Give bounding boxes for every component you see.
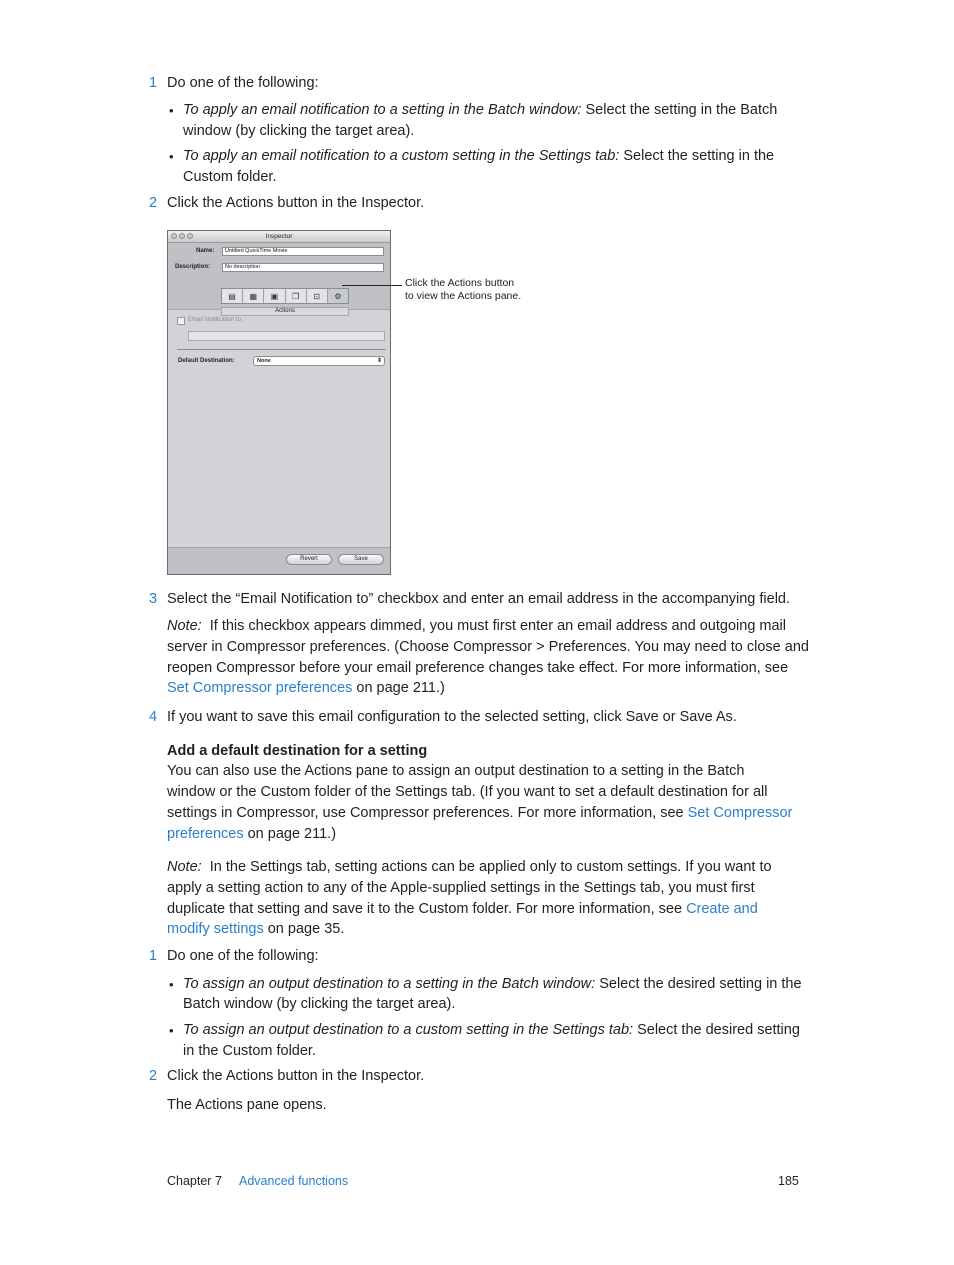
step-number: 1 bbox=[149, 75, 158, 91]
callout-line-2: to view the Actions pane. bbox=[405, 290, 522, 302]
set-compressor-link-part2[interactable]: preferences bbox=[167, 826, 244, 842]
note-label: Note: bbox=[167, 859, 202, 875]
filters-tab-icon[interactable]: ❐ bbox=[286, 289, 307, 303]
step-number: 2 bbox=[149, 1068, 158, 1084]
bullet-text bbox=[183, 1020, 800, 1041]
body-line bbox=[167, 803, 792, 824]
body-line: window or the Custom folder of the Settings tab. (If you want to set a default destination for all bbox=[167, 784, 768, 800]
note-line bbox=[167, 899, 758, 920]
bullet-rest: Select the setting in the Batch bbox=[581, 102, 778, 118]
note-line: apply a setting action to any of the Apple-supplied settings in the Settings tab, you must first bbox=[167, 880, 755, 896]
step-text: Do one of the following: bbox=[167, 75, 319, 91]
tab-label: Actions bbox=[221, 307, 349, 316]
dropdown-value: None bbox=[257, 358, 271, 364]
note-line: In the Settings tab, setting actions can be applied only to custom settings. If you want to bbox=[209, 859, 772, 875]
note-line bbox=[167, 678, 445, 699]
inspector-footer bbox=[168, 547, 390, 574]
bullet-lead: To assign an output destination to a setting in the Batch window: bbox=[183, 976, 596, 992]
set-compressor-link-part1[interactable]: Set Compressor bbox=[687, 805, 793, 821]
bullet-lead: To apply an email notification to a custom setting in the Settings tab: bbox=[183, 148, 620, 164]
step-text: Click the Actions button in the Inspector. bbox=[167, 195, 425, 211]
step-number: 4 bbox=[149, 709, 158, 725]
step-number: 1 bbox=[149, 948, 158, 964]
set-compressor-preferences-link[interactable]: Set Compressor preferences bbox=[167, 680, 353, 696]
bullet-rest: Select the desired setting bbox=[633, 1022, 800, 1038]
save-button[interactable]: Save bbox=[338, 554, 384, 565]
bullet-text bbox=[183, 146, 774, 167]
step-number: 3 bbox=[149, 591, 158, 607]
create-modify-link-part2[interactable]: modify settings bbox=[167, 921, 264, 937]
actions-tab-icon[interactable]: ⚙ bbox=[328, 289, 348, 303]
description-field[interactable]: No description bbox=[222, 263, 384, 272]
bullet-lead: To assign an output destination to a custom setting in the Settings tab: bbox=[183, 1022, 634, 1038]
bullet-rest: Select the setting in the bbox=[619, 148, 775, 164]
body-line bbox=[167, 824, 336, 845]
inspector-header bbox=[168, 243, 390, 314]
inspector-titlebar bbox=[168, 231, 390, 243]
dropdown-arrows-icon: ⇕ bbox=[376, 358, 382, 364]
inspector-screenshot bbox=[167, 230, 391, 575]
callout-line bbox=[342, 285, 402, 286]
footer-chapter: Chapter 7 bbox=[167, 1174, 222, 1188]
bullet-lead: To apply an email notification to a setting in the Batch window: bbox=[183, 102, 582, 118]
divider bbox=[177, 349, 386, 350]
email-address-field[interactable] bbox=[188, 331, 385, 341]
email-notification-label: Email Notification to: bbox=[188, 317, 243, 323]
note-line: If this checkbox appears dimmed, you must first enter an email address and outgoing mail bbox=[209, 618, 786, 634]
footer-chapter-link[interactable]: Advanced functions bbox=[239, 1174, 349, 1188]
bullet-text bbox=[183, 100, 777, 121]
note-text bbox=[167, 616, 786, 637]
description-label: Description: bbox=[175, 264, 211, 270]
result-text: The Actions pane opens. bbox=[167, 1097, 327, 1113]
step-number: 2 bbox=[149, 195, 158, 211]
inspector-tab-bar bbox=[221, 288, 349, 304]
bullet-rest: Select the desired setting in the bbox=[595, 976, 802, 992]
step-text: If you want to save this email configuration to the selected setting, click Save or Save As. bbox=[167, 709, 737, 725]
revert-button[interactable]: Revert bbox=[286, 554, 332, 565]
callout-text bbox=[405, 277, 521, 303]
bullet-text-cont: window (by clicking the target area). bbox=[183, 123, 415, 139]
note-label: Note: bbox=[167, 618, 202, 634]
name-field[interactable]: Untitled QuickTime Movie bbox=[222, 247, 384, 256]
bullet: • bbox=[169, 149, 174, 164]
note-line: server in Compressor preferences. (Choose Compressor > Preferences. You may need to close and bbox=[167, 639, 809, 655]
summary-tab-icon[interactable]: ▤ bbox=[222, 289, 243, 303]
callout-line-1: Click the Actions button bbox=[405, 277, 515, 289]
note-text bbox=[167, 857, 772, 878]
geometry-tab-icon[interactable]: ⊡ bbox=[307, 289, 328, 303]
section-heading: Add a default destination for a setting bbox=[167, 743, 428, 759]
bullet-text-cont: in the Custom folder. bbox=[183, 1043, 316, 1059]
bullet: • bbox=[169, 977, 174, 992]
note-tail: on page 211.) bbox=[352, 680, 445, 696]
bullet-text-cont: Custom folder. bbox=[183, 169, 277, 185]
create-modify-link-part1[interactable]: Create and bbox=[686, 901, 758, 917]
default-destination-dropdown[interactable] bbox=[253, 356, 385, 366]
default-destination-label: Default Destination: bbox=[178, 358, 235, 364]
body-tail: on page 211.) bbox=[243, 826, 337, 842]
email-notification-checkbox[interactable] bbox=[177, 317, 185, 325]
bullet-text-cont: Batch window (by clicking the target area). bbox=[183, 996, 456, 1012]
frame-controls-tab-icon[interactable]: ▣ bbox=[264, 289, 285, 303]
inspector-title: Inspector bbox=[265, 233, 293, 240]
body-line: You can also use the Actions pane to assign an output destination to a setting in the Batch bbox=[167, 763, 745, 779]
step-text: Select the “Email Notification to” checkbox and enter an email address in the accompanying field. bbox=[167, 591, 791, 607]
bullet: • bbox=[169, 1023, 174, 1038]
name-label: Name: bbox=[196, 248, 215, 254]
note-line: reopen Compressor before your email preference changes take effect. For more information, see bbox=[167, 660, 789, 676]
bullet-text bbox=[183, 974, 802, 995]
step-text: Click the Actions button in the Inspector. bbox=[167, 1068, 425, 1084]
note-text: duplicate that setting and save it to the Custom folder. For more information, see bbox=[167, 901, 687, 917]
step-text: Do one of the following: bbox=[167, 948, 319, 964]
encoder-tab-icon[interactable]: ▦ bbox=[243, 289, 264, 303]
page-number: 185 bbox=[778, 1174, 799, 1188]
bullet: • bbox=[169, 103, 174, 118]
body-text: settings in Compressor, use Compressor preferences. For more information, see bbox=[167, 805, 688, 821]
note-line bbox=[167, 919, 344, 940]
note-tail: on page 35. bbox=[263, 921, 345, 937]
